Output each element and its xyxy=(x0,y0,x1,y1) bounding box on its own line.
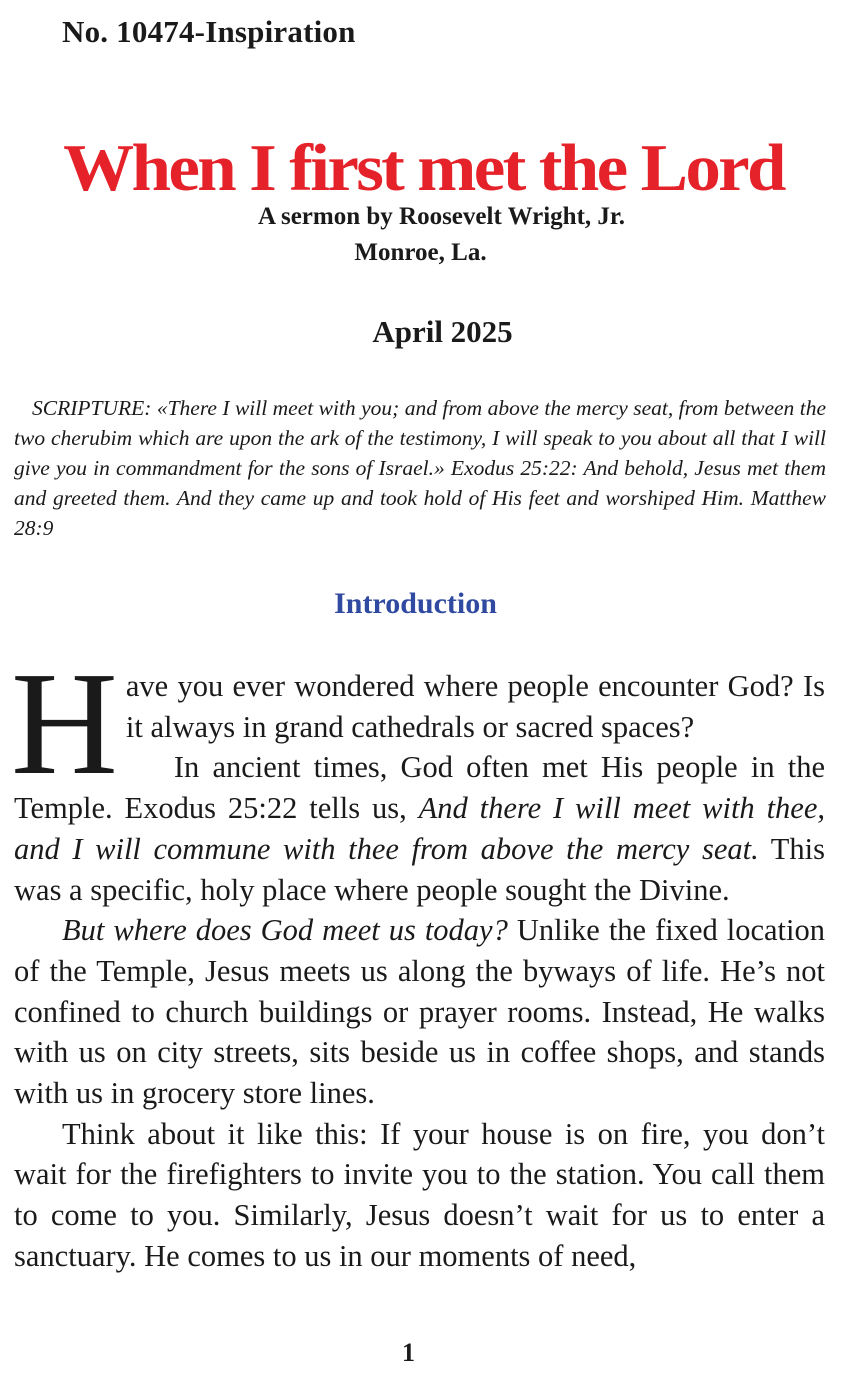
section-heading: Introduction xyxy=(334,587,497,620)
page-number: 1 xyxy=(402,1338,415,1367)
body-paragraph-4 xyxy=(14,1114,825,1277)
paragraph-2-tail: This was a specific, holy place where people sought the Divine. xyxy=(14,831,825,907)
document-number: No. 10474-Inspiration xyxy=(62,14,356,49)
author-line: A sermon by Roosevelt Wright, Jr. xyxy=(258,203,625,230)
sermon-body xyxy=(11,642,825,1277)
paragraph-2-quote: And there I will meet with thee, and I will commune with thee from above the mercy seat. xyxy=(14,791,825,866)
scripture-passage: SCRIPTURE: «There I will meet with you; and from above the mercy seat, from between the two cherubim which are upon the ark of the testimony, I will speak to you about all that I will give you in commandment for the sons of Israel.» Exodus 25:22: And behold, Jesus met them and greeted them. And they came up and took hold of His feet and worshiped Him. Matthew 28:9 xyxy=(14,396,826,540)
body-paragraph-2 xyxy=(14,747,825,910)
drop-cap: H xyxy=(11,642,118,806)
paragraph-3-text: Unlike the fixed location of the Temple, Jesus meets us along the byways of life. He’s not confined to church buildings or prayer rooms. Instead, He walks with us on city streets, sits beside us in coffee shops, and stands with us in grocery store lines. xyxy=(14,913,825,1111)
paragraph-3-question: But where does God meet us today? xyxy=(62,913,508,948)
body-paragraph-3 xyxy=(14,910,825,1114)
paragraph-4-text: Think about it like this: If your house is on fire, you don’t wait for the firefighters to invite you to the station. You call them to come to you. Similarly, Jesus doesn’t wait for us to enter a sanctuary. He comes to us in our moments of need, xyxy=(14,1116,825,1273)
sermon-title: When I first met the Lord xyxy=(63,131,784,205)
paragraph-2-lead: In ancient times, God often met His people in the Temple. Exodus 25:22 tells us, xyxy=(14,750,825,826)
location-line: Monroe, La. xyxy=(354,239,487,266)
paragraph-1-text: ave you ever wondered where people encounter God? Is it always in grand cathedrals or sacred spaces? xyxy=(125,669,825,744)
sermon-date: April 2025 xyxy=(372,314,513,349)
